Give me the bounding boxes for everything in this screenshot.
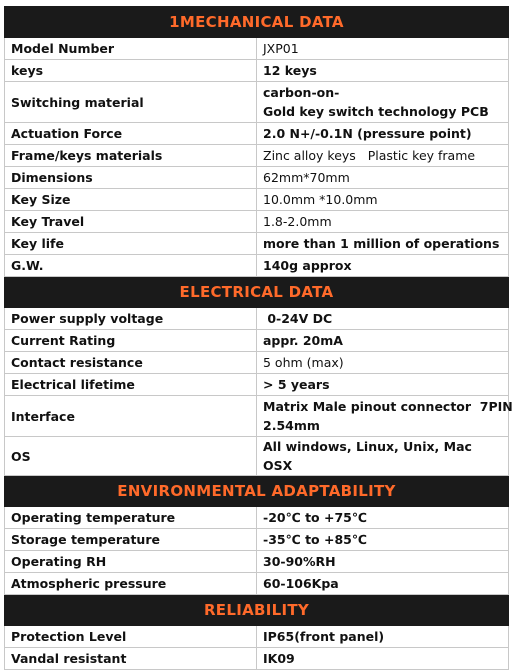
spec-label: Model Number xyxy=(5,38,257,60)
spec-label: Switching material xyxy=(5,82,257,123)
spec-row-atmospheric-pressure xyxy=(5,573,509,595)
spec-row-operating-rh xyxy=(5,551,509,573)
spec-label: Vandal resistant xyxy=(5,648,257,670)
spec-value: IP65(front panel) xyxy=(257,626,509,648)
spec-value: 140g approx xyxy=(257,255,509,277)
spec-table xyxy=(4,6,513,670)
spec-label: Interface xyxy=(5,396,257,437)
spec-label: Electrical lifetime xyxy=(5,374,257,396)
spec-row-gw xyxy=(5,255,509,277)
spec-row-protection-level xyxy=(5,626,509,648)
section-title: 1MECHANICAL DATA xyxy=(5,7,509,38)
spec-label: Key life xyxy=(5,233,257,255)
spec-row-storage-temperature xyxy=(5,529,509,551)
spec-value: All windows, Linux, Unix, Mac OSX xyxy=(257,437,509,476)
spec-row-interface xyxy=(5,396,509,437)
spec-label: Operating RH xyxy=(5,551,257,573)
spec-value: IK09 xyxy=(257,648,509,670)
spec-value: more than 1 million of operations xyxy=(257,233,509,255)
spec-value: 30-90%RH xyxy=(257,551,509,573)
spec-row-vandal-resistant xyxy=(5,648,509,670)
spec-row-key-size xyxy=(5,189,509,211)
spec-row-contact-resistance xyxy=(5,352,509,374)
spec-label: keys xyxy=(5,60,257,82)
spec-label: Frame/keys materials xyxy=(5,145,257,167)
spec-label: Key Travel xyxy=(5,211,257,233)
spec-value: 2.0 N+/-0.1N (pressure point) xyxy=(257,123,509,145)
spec-row-dimensions xyxy=(5,167,509,189)
spec-value: > 5 years xyxy=(257,374,509,396)
spec-row-electrical-lifetime xyxy=(5,374,509,396)
spec-label: Protection Level xyxy=(5,626,257,648)
section-title: RELIABILITY xyxy=(5,595,509,626)
spec-label: Contact resistance xyxy=(5,352,257,374)
spec-row-key-life xyxy=(5,233,509,255)
spec-row-actuation-force xyxy=(5,123,509,145)
spec-row-switching-material xyxy=(5,82,509,123)
spec-label: Current Rating xyxy=(5,330,257,352)
spec-label: Atmospheric pressure xyxy=(5,573,257,595)
spec-label: Operating temperature xyxy=(5,507,257,529)
spec-sheet xyxy=(4,6,513,670)
spec-row-model-number xyxy=(5,38,509,60)
spec-value-line: Gold key switch technology PCB xyxy=(263,104,489,119)
spec-value xyxy=(257,82,509,123)
spec-row-os xyxy=(5,437,509,476)
spec-label: OS xyxy=(5,437,257,476)
spec-value-line: 2.54mm xyxy=(263,418,320,433)
spec-row-current-rating xyxy=(5,330,509,352)
spec-value: Zinc alloy keys Plastic key frame xyxy=(257,145,509,167)
spec-value: -20℃ to +75℃ xyxy=(257,507,509,529)
spec-value: 62mm*70mm xyxy=(257,167,509,189)
spec-value-line: carbon-on- xyxy=(263,85,340,100)
spec-label: Key Size xyxy=(5,189,257,211)
section-title: ELECTRICAL DATA xyxy=(5,277,509,308)
spec-value: 0-24V DC xyxy=(257,308,509,330)
spec-value-line: Matrix Male pinout connector 7PIN xyxy=(263,399,513,414)
spec-value: -35℃ to +85℃ xyxy=(257,529,509,551)
spec-value xyxy=(257,396,513,437)
spec-value: 10.0mm *10.0mm xyxy=(257,189,509,211)
section-title: ENVIRONMENTAL ADAPTABILITY xyxy=(5,476,509,507)
spec-row-operating-temperature xyxy=(5,507,509,529)
spec-label: G.W. xyxy=(5,255,257,277)
spec-label: Actuation Force xyxy=(5,123,257,145)
section-header-environmental xyxy=(5,476,509,507)
spec-row-power-supply-voltage xyxy=(5,308,509,330)
spec-label: Power supply voltage xyxy=(5,308,257,330)
spec-row-key-travel xyxy=(5,211,509,233)
spec-label: Storage temperature xyxy=(5,529,257,551)
section-header-reliability xyxy=(5,595,509,626)
spec-label: Dimensions xyxy=(5,167,257,189)
spec-value: appr. 20mA xyxy=(257,330,509,352)
spec-row-keys xyxy=(5,60,509,82)
spec-value: 60-106Kpa xyxy=(257,573,509,595)
spec-value: JXP01 xyxy=(257,38,509,60)
spec-value: 5 ohm (max) xyxy=(257,352,509,374)
section-header-electrical xyxy=(5,277,509,308)
section-header-mechanical xyxy=(5,7,509,38)
spec-value: 12 keys xyxy=(257,60,509,82)
spec-value: 1.8-2.0mm xyxy=(257,211,509,233)
spec-row-frame-keys-materials xyxy=(5,145,509,167)
